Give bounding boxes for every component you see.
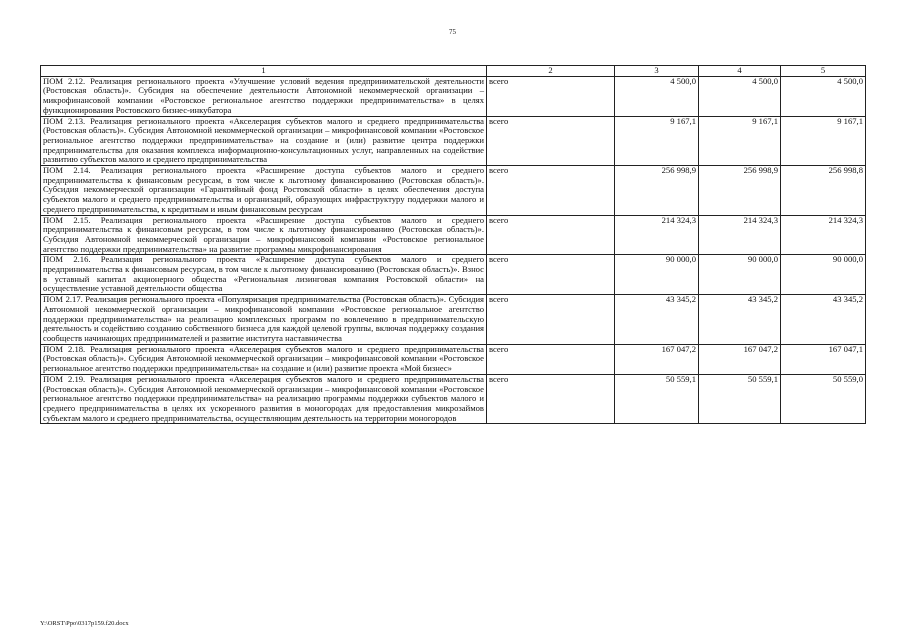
measure-description: ПОМ 2.12. Реализация регионального проекта «Улучшение условий ведения предпринимательской деятельности (Ростовская область)». Субсидия на обеспечение деятельности Автономной некоммерческой организации – микрофинансовой компании «Ростовское региональное агентство поддержки предпринимательства» в целях функционирования Ростовского бизнес-инкубатора: [41, 76, 487, 116]
value-col3: 90 000,0: [615, 255, 699, 295]
funding-kind: всего: [487, 295, 615, 345]
value-col4: 256 998,9: [699, 166, 781, 216]
measure-description: ПОМ 2.14. Реализация регионального проекта «Расширение доступа субъектов малого и среднего предпринимательства к финансовым ресурсам, в том числе к льготному финансированию (Ростовская область)». Субсидия некоммерческой организации «Гарантийный фонд Ростовской области» в целях обеспечения доступа субъектов малого и среднего предпринимательства и организаций, образующих инфраструктуру поддержки малого и среднего предпринимательства, к кредитным и иным финансовым ресурсам: [41, 166, 487, 216]
value-col4: 4 500,0: [699, 76, 781, 116]
value-col4: 43 345,2: [699, 295, 781, 345]
table-row: [41, 116, 866, 166]
table-row: [41, 215, 866, 255]
budget-table: [40, 65, 866, 424]
funding-kind: всего: [487, 255, 615, 295]
column-header: 1: [41, 66, 487, 77]
value-col5: 167 047,1: [781, 344, 866, 374]
measure-description: ПОМ 2.15. Реализация регионального проекта «Расширение доступа субъектов малого и среднего предпринимательства к финансовым ресурсам, в том числе к льготному финансированию (Ростовская область)». Субсидия Автономной некоммерческой организации – микрофинансовой компании «Ростовское региональное агентство поддержки предпринимательства» на развитие программы микрофинансирования: [41, 215, 487, 255]
value-col4: 90 000,0: [699, 255, 781, 295]
measure-description: ПОМ 2.13. Реализация регионального проекта «Акселерация субъектов малого и среднего предпринимательства (Ростовская область)». Субсидия Автономной некоммерческой организации – микрофинансовой компании «Ростовское региональное агентство поддержки предпринимательства» на создание и (или) развитие центра поддержки предпринимательства для оказания комплекса информационно-консультационных услуг, направленных на содействие развитию субъектов малого и среднего предпринимательства: [41, 116, 487, 166]
page-number: 75: [449, 28, 456, 36]
value-col3: 256 998,9: [615, 166, 699, 216]
file-path-footer: Y:\ORST\Ppo\0317p159.f20.docx: [40, 620, 129, 627]
value-col3: 214 324,3: [615, 215, 699, 255]
value-col5: 50 559,0: [781, 374, 866, 424]
value-col3: 43 345,2: [615, 295, 699, 345]
value-col5: 4 500,0: [781, 76, 866, 116]
value-col5: 43 345,2: [781, 295, 866, 345]
value-col4: 167 047,2: [699, 344, 781, 374]
value-col5: 214 324,3: [781, 215, 866, 255]
value-col4: 9 167,1: [699, 116, 781, 166]
value-col4: 50 559,1: [699, 374, 781, 424]
measure-description: ПОМ 2.16. Реализация регионального проекта «Расширение доступа субъектов малого и среднего предпринимательства к финансовым ресурсам, в том числе к льготному финансированию (Ростовская область)». Взнос в уставный капитал акционерного общества «Региональная лизинговая компания Ростовской области» на осуществление уставной деятельности общества: [41, 255, 487, 295]
column-header: 4: [699, 66, 781, 77]
value-col3: 50 559,1: [615, 374, 699, 424]
column-header: 5: [781, 66, 866, 77]
funding-kind: всего: [487, 116, 615, 166]
funding-kind: всего: [487, 215, 615, 255]
funding-kind: всего: [487, 76, 615, 116]
value-col5: 90 000,0: [781, 255, 866, 295]
measure-description: ПОМ 2.19. Реализация регионального проекта «Акселерация субъектов малого и среднего предпринимательства (Ростовская область)». Субсидия Автономной некоммерческой организации – микрофинансовой компании «Ростовское региональное агентство поддержки предпринимательства» на реализацию программы поддержки субъектов малого и среднего предпринимательства в целях их ускоренного развития в моногородах для предоставления микрозаймов субъектам малого и среднего предпринимательства, осуществляющим деятельность на территории моногородов: [41, 374, 487, 424]
funding-kind: всего: [487, 374, 615, 424]
table-row: [41, 295, 866, 345]
value-col3: 4 500,0: [615, 76, 699, 116]
table-row: [41, 76, 866, 116]
value-col4: 214 324,3: [699, 215, 781, 255]
measure-description: ПОМ 2.17. Реализация регионального проекта «Популяризация предпринимательства (Ростовская область)». Субсидия Автономной некоммерческой организации – микрофинансовой компании «Ростовское региональное агентство поддержки предпринимательства» на реализацию комплексных программ по вовлечению в предпринимательскую деятельность и содействию созданию собственного бизнеса для каждой целевой группы, включая поддержку создания сообществ начинающих предпринимателей и развитие института наставничества: [41, 295, 487, 345]
table-row: [41, 344, 866, 374]
table-header-row: [41, 66, 866, 77]
value-col3: 9 167,1: [615, 116, 699, 166]
table-row: [41, 374, 866, 424]
table-row: [41, 255, 866, 295]
column-header: 3: [615, 66, 699, 77]
table-row: [41, 166, 866, 216]
value-col3: 167 047,2: [615, 344, 699, 374]
funding-kind: всего: [487, 344, 615, 374]
measure-description: ПОМ 2.18. Реализация регионального проекта «Акселерация субъектов малого и среднего предпринимательства (Ростовская область)». Субсидия Автономной некоммерческой организации – микрофинансовой компании «Ростовское региональное агентство поддержки предпринимательства» на создание и (или) развитие проекта «Мой бизнес»: [41, 344, 487, 374]
value-col5: 256 998,8: [781, 166, 866, 216]
value-col5: 9 167,1: [781, 116, 866, 166]
column-header: 2: [487, 66, 615, 77]
funding-kind: всего: [487, 166, 615, 216]
